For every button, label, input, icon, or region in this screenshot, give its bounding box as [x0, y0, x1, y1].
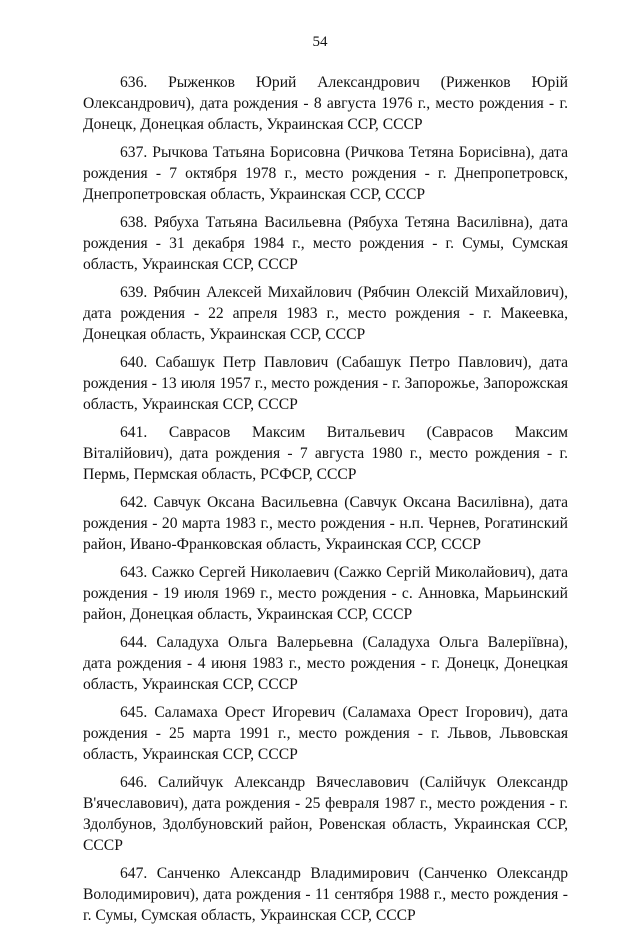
list-item: 640. Сабашук Петр Павлович (Сабашук Петро Павлович), дата рождения - 13 июля 1957 г., место рождения - г. Запорожье, Запорожская область, Украинская ССР, СССР	[83, 354, 568, 413]
list-item: 646. Салийчук Александр Вячеславович (Салійчук Олександр В'ячеславович), дата рождения - 25 февраля 1987 г., место рождения - г. Здолбунов, Здолбуновский район, Ровенская область, Украинская ССР, СССР	[83, 774, 568, 854]
list-item: 639. Рябчин Алексей Михайлович (Рябчин Олексій Михайлович), дата рождения - 22 апреля 1983 г., место рождения - г. Макеевка, Донецкая область, Украинская ССР, СССР	[83, 284, 568, 343]
list-item: 636. Рыженков Юрий Александрович (Риженков Юрій Олександрович), дата рождения - 8 августа 1976 г., место рождения - г. Донецк, Донецкая область, Украинская ССР, СССР	[83, 74, 568, 133]
list-item: 647. Санченко Александр Владимирович (Санченко Олександр Володимирович), дата рождения - 11 сентября 1988 г., место рождения - г. Сумы, Сумская область, Украинская ССР, СССР	[83, 865, 568, 924]
list-item: 645. Саламаха Орест Игоревич (Саламаха Орест Ігорович), дата рождения - 25 марта 1991 г., место рождения - г. Львов, Львовская область, Украинская ССР, СССР	[83, 704, 568, 763]
page-number: 54	[312, 34, 328, 50]
list-item: 642. Савчук Оксана Васильевна (Савчук Оксана Василівна), дата рождения - 20 марта 1983 г., место рождения - н.п. Чернев, Рогатинский район, Ивано-Франковская область, Украинская ССР, СССР	[83, 494, 568, 553]
list-item: 637. Рычкова Татьяна Борисовна (Ричкова Тетяна Борисівна), дата рождения - 7 октября 1978 г., место рождения - г. Днепропетровск, Днепропетровская область, Украинская ССР, СССР	[83, 144, 568, 203]
list-item: 644. Саладуха Ольга Валерьевна (Саладуха Ольга Валеріївна), дата рождения - 4 июня 1983 г., место рождения - г. Донецк, Донецкая область, Украинская ССР, СССР	[83, 634, 568, 693]
list-item: 643. Сажко Сергей Николаевич (Сажко Сергій Миколайович), дата рождения - 19 июля 1969 г., место рождения - с. Анновка, Марьинский район, Донецкая область, Украинская ССР, СССР	[83, 564, 568, 623]
entry-list	[83, 72, 568, 933]
list-item: 638. Рябуха Татьяна Васильевна (Рябуха Тетяна Василівна), дата рождения - 31 декабря 1984 г., место рождения - г. Сумы, Сумская область, Украинская ССР, СССР	[83, 214, 568, 273]
list-item: 641. Саврасов Максим Витальевич (Саврасов Максим Віталійович), дата рождения - 7 августа 1980 г., место рождения - г. Пермь, Пермская область, РСФСР, СССР	[83, 424, 568, 483]
